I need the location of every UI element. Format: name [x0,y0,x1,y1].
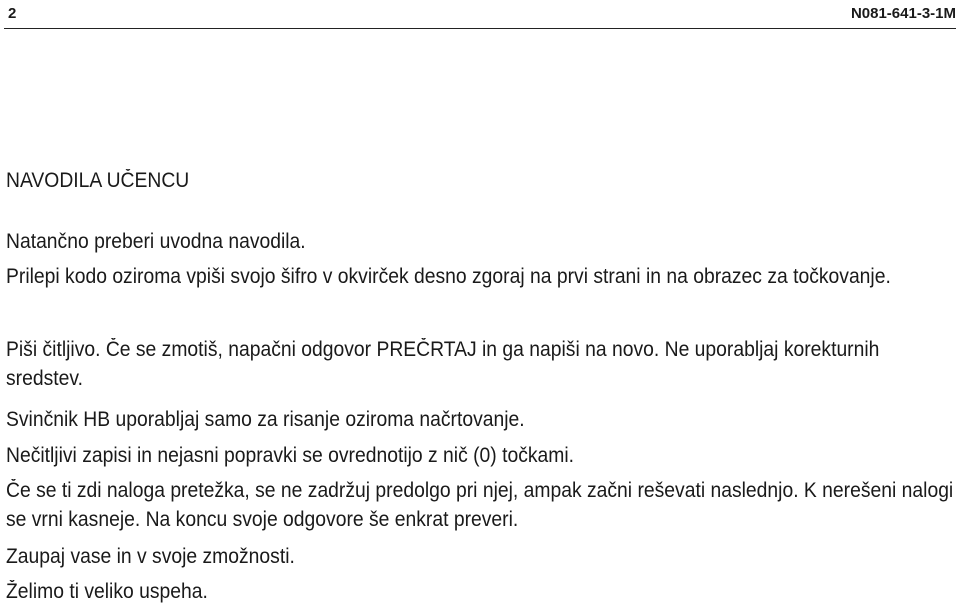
document-code: N081-641-3-1M [850,5,956,22]
instructions-title: NAVODILA UČENCU [6,169,190,192]
instruction-paragraph: Prilepi kodo oziroma vpiši svojo šifro v okvirček desno zgoraj na prvi strani in na obrazec za točkovanje. [6,265,891,288]
instruction-paragraph: Nečitljivi zapisi in nejasni popravki se ovrednotijo z nič (0) točkami. [6,444,575,467]
instruction-paragraph: Piši čitljivo. Če se zmotiš, napačni odgovor PREČRTAJ in ga napiši na novo. Ne uporabljaj korekturnih sredstev. [6,338,880,390]
instruction-paragraph: Če se ti zdi naloga pretežka, se ne zadržuj predolgo pri njej, ampak začni reševati naslednjo. K nerešeni nalogi se vrni kasneje. Na koncu svoje odgovore še enkrat preveri. [6,479,954,531]
instruction-paragraph: Svinčnik HB uporabljaj samo za risanje oziroma načrtovanje. [6,408,525,431]
instruction-paragraph: Natančno preberi uvodna navodila. [6,230,306,253]
page-number: 2 [8,5,17,22]
instruction-paragraph: Zaupaj vase in v svoje zmožnosti. [6,545,295,568]
page-header [4,0,956,29]
instruction-paragraph: Želimo ti veliko uspeha. [6,580,208,603]
